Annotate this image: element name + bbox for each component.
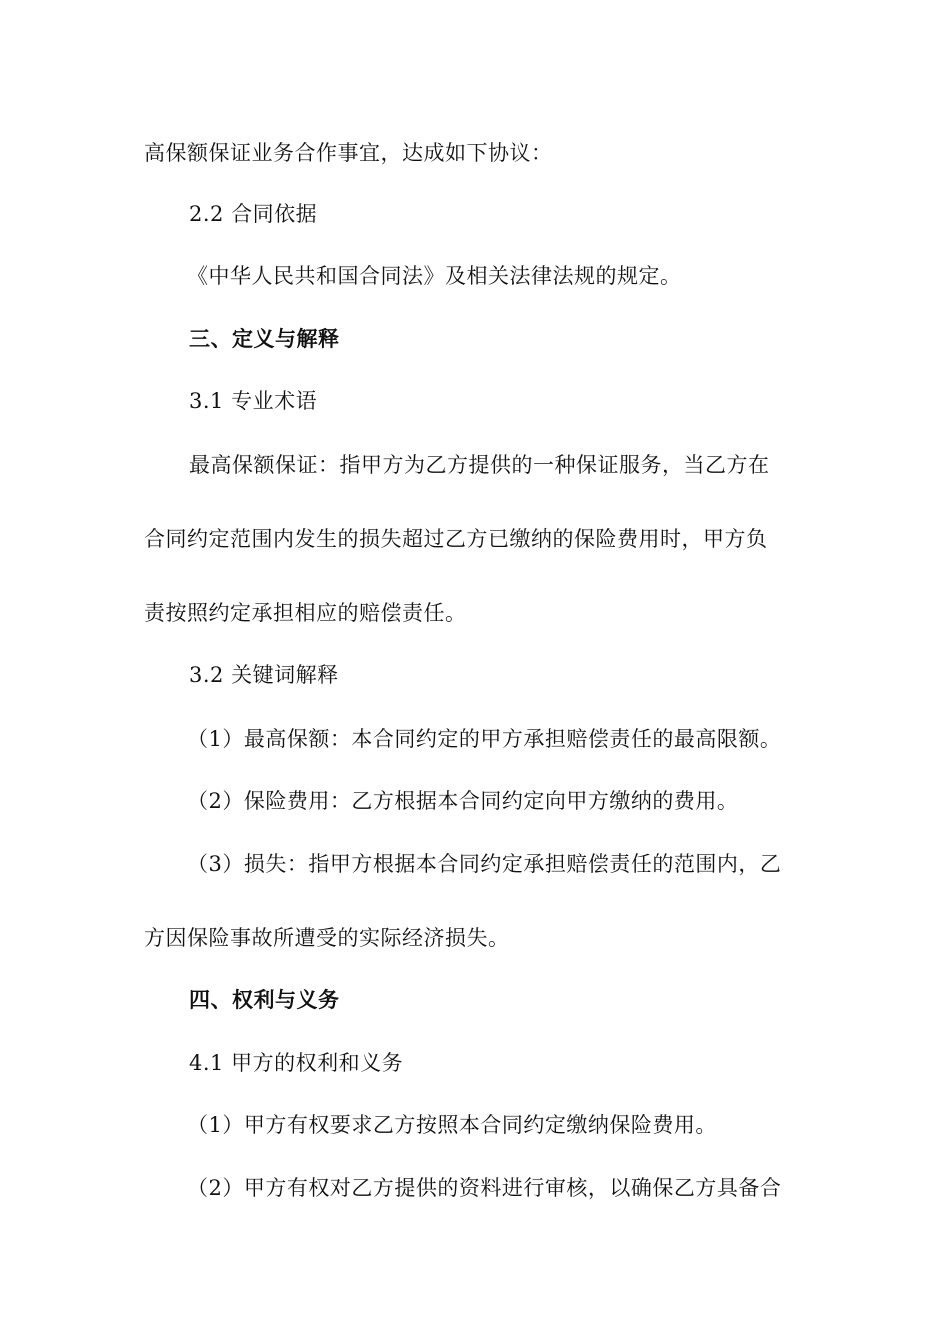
list-item-4-1-2: （2）甲方有权对乙方提供的资料进行审核，以确保乙方具备合 xyxy=(187,1176,782,1200)
list-item-3-line-2: 方因保险事故所遭受的实际经济损失。 xyxy=(144,926,510,950)
section-heading-3: 三、定义与解释 xyxy=(189,327,340,351)
list-item-1: （1）最高保额：本合同约定的甲方承担赔偿责任的最高限额。 xyxy=(187,727,782,751)
paragraph-legal-basis: 《中华人民共和国合同法》及相关法律法规的规定。 xyxy=(187,264,682,288)
subsection-heading-3-1: 3.1 专业术语 xyxy=(189,389,318,413)
list-item-3-line-1: （3）损失：指甲方根据本合同约定承担赔偿责任的范围内，乙 xyxy=(187,852,782,876)
list-item-2: （2）保险费用：乙方根据本合同约定向甲方缴纳的费用。 xyxy=(187,789,739,813)
paragraph-definition-line-2: 合同约定范围内发生的损失超过乙方已缴纳的保险费用时，甲方负 xyxy=(144,527,768,551)
list-item-4-1-1: （1）甲方有权要求乙方按照本合同约定缴纳保险费用。 xyxy=(187,1113,717,1137)
subsection-heading-4-1: 4.1 甲方的权利和义务 xyxy=(189,1051,404,1075)
subsection-heading-2-2: 2.2 合同依据 xyxy=(189,202,318,226)
paragraph-definition-line-1: 最高保额保证：指甲方为乙方提供的一种保证服务，当乙方在 xyxy=(189,453,770,477)
paragraph-continuation: 高保额保证业务合作事宜，达成如下协议： xyxy=(144,141,553,165)
subsection-heading-3-2: 3.2 关键词解释 xyxy=(189,663,339,687)
paragraph-definition-line-3: 责按照约定承担相应的赔偿责任。 xyxy=(144,601,467,625)
section-heading-4: 四、权利与义务 xyxy=(189,988,340,1012)
